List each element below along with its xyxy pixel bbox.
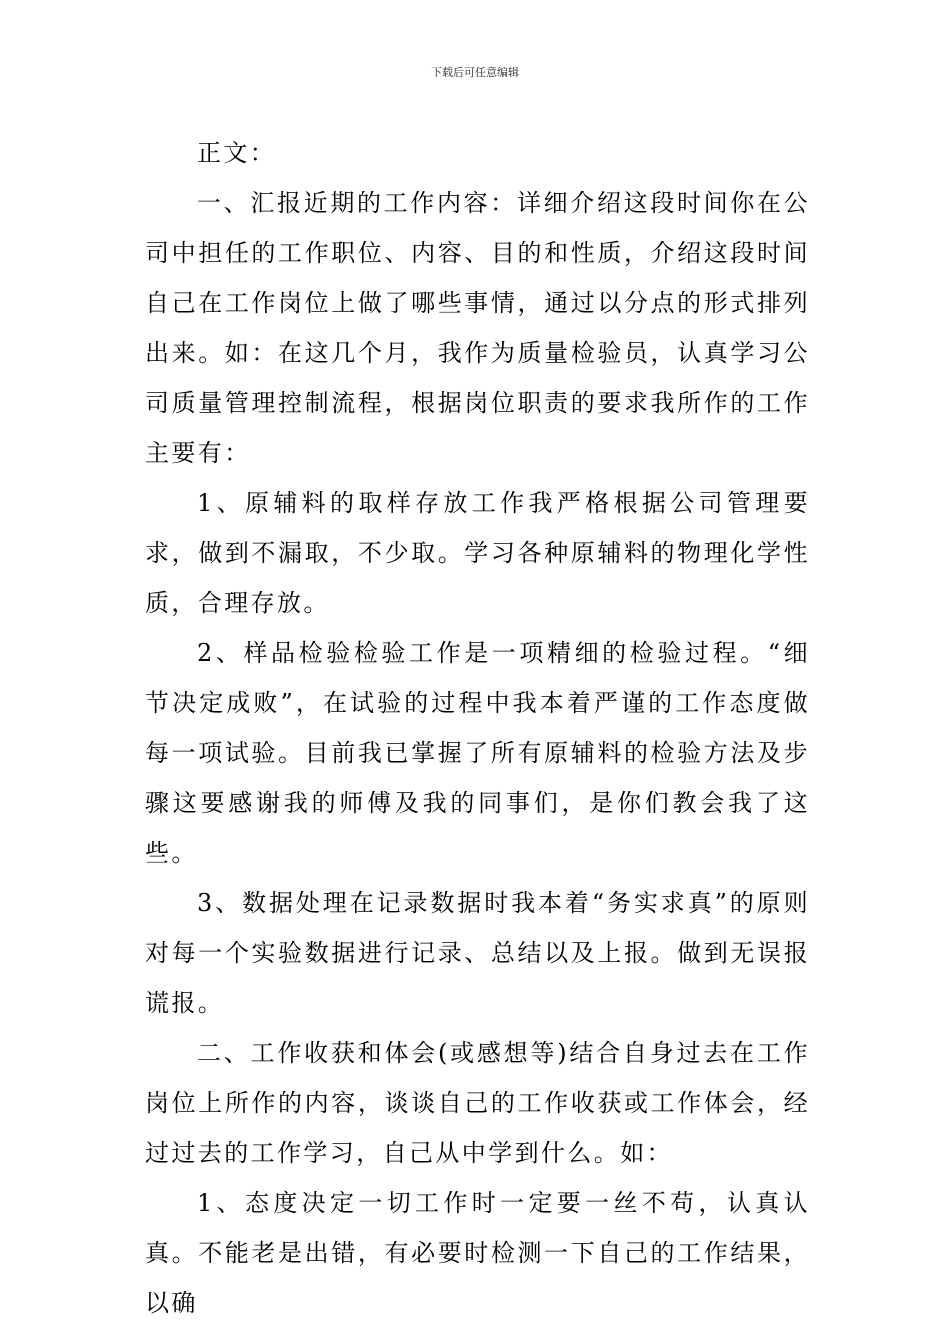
page-header: 下载后可任意编辑 xyxy=(431,66,519,79)
section-label: 正文： xyxy=(197,139,277,167)
document-body xyxy=(145,128,810,1328)
paragraph-item-4: 1、态度决定一切工作时一定要一丝不苟，认真认真。不能老是出错，有必要时检测一下自己的工作结果，以确 xyxy=(145,1189,810,1317)
paragraph-section-two: 二、工作收获和体会(或感想等)结合自身过去在工作岗位上所作的内容，谈谈自己的工作收获或工作体会，经过过去的工作学习，自己从中学到什么。如： xyxy=(145,1039,810,1167)
paragraph-item-1: 1、原辅料的取样存放工作我严格根据公司管理要求，做到不漏取，不少取。学习各种原辅料的物理化学性质，合理存放。 xyxy=(145,489,810,617)
paragraph-section-one: 一、汇报近期的工作内容：详细介绍这段时间你在公司中担任的工作职位、内容、目的和性质，介绍这段时间自己在工作岗位上做了哪些事情，通过以分点的形式排列出来。如：在这几个月，我作为质量检验员，认真学习公司质量管理控制流程，根据岗位职责的要求我所作的工作主要有： xyxy=(145,189,810,467)
paragraph-item-2: 2、样品检验检验工作是一项精细的检验过程。“细节决定成败”，在试验的过程中我本着严谨的工作态度做每一项试验。目前我已掌握了所有原辅料的检验方法及步骤这要感谢我的师傅及我的同事们，是你们教会我了这些。 xyxy=(145,639,810,867)
paragraph-item-3: 3、数据处理在记录数据时我本着“务实求真”的原则对每一个实验数据进行记录、总结以及上报。做到无误报谎报。 xyxy=(145,889,810,1017)
